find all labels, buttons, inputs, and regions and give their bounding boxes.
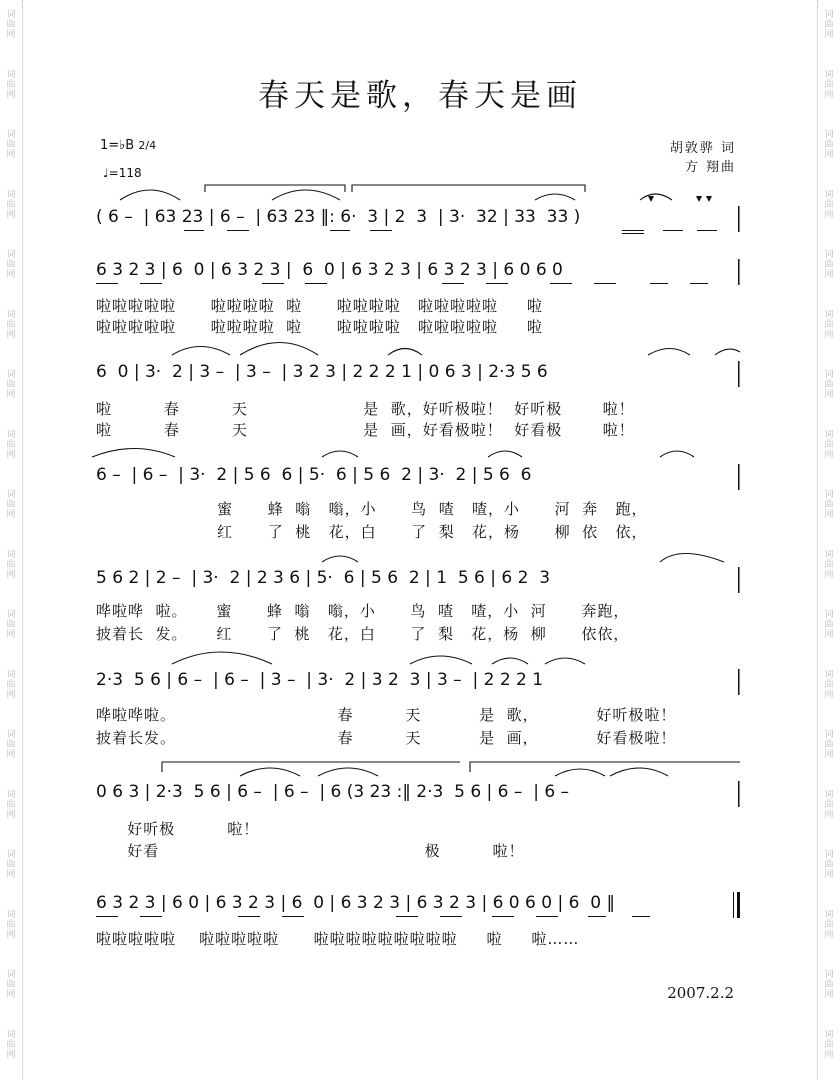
watermark-text: 词 曲 网 [824,670,834,700]
watermark-text: 词 曲 网 [824,190,834,220]
watermark-text: 词 曲 网 [6,10,16,40]
watermark-text: 词 曲 网 [6,790,16,820]
watermark-text: 词 曲 网 [6,130,16,160]
watermark-text: 词 曲 网 [824,970,834,1000]
watermark-text: 词 曲 网 [824,430,834,460]
watermark-text: 词 曲 网 [824,910,834,940]
watermark-text: 词 曲 网 [6,610,16,640]
watermark-text: 词 曲 网 [6,1030,16,1060]
watermark-text: 词 曲 网 [6,970,16,1000]
lyric-row-3-verse-1: 啦 春 天 是 歌，好听极啦！ 好听极 啦！ [96,400,635,418]
notation-row-7: 0 6 3 | 2·3 5 6 | 6 – | 6 – | 6 (3 23 :‖ 2·3 5 6 | 6 – | 6 – [96,782,570,802]
watermark-text: 词 曲 网 [824,550,834,580]
lyric-row-6-verse-1: 哗啦哗啦。 春 天 是 歌， 好听极啦！ [96,706,677,724]
notation-row-8: 6 3 2 3 | 6 0 | 6 3 2 3 | 6 0 | 6 3 2 3 | 6 3 2 3 | 6 0 6 0 | 6 0 ‖ [96,893,615,913]
watermark-text: 词 曲 网 [6,190,16,220]
lyric-row-7-verse-1: 好听极 啦！ [110,820,260,838]
watermark-text: 词 曲 网 [824,490,834,520]
watermark-text: 词 曲 网 [824,790,834,820]
watermark-text: 词 曲 网 [6,490,16,520]
watermark-text: 词 曲 网 [6,670,16,700]
lyric-row-2-verse-2: 啦啦啦啦啦 啦啦啦啦 啦 啦啦啦啦 啦啦啦啦啦 啦 [96,318,543,336]
lyric-row-6-verse-2: 披着长发。 春 天 是 画， 好看极啦！ [96,729,677,747]
lyric-row-5-verse-1: 哗啦哗 啦。 蜜 蜂 嗡 嗡，小 鸟 喳 喳，小 河 奔跑， [96,602,630,620]
lyric-row-5-verse-2: 披着长 发。 红 了 桃 花，白 了 梨 花，杨 柳 依依， [96,625,630,643]
song-title: 春天是歌，春天是画 [258,78,582,114]
watermark-text: 词 曲 网 [6,550,16,580]
watermark-text: 词 曲 网 [824,130,834,160]
time-signature: 2/4 [138,139,157,152]
watermark-text: 词 曲 网 [6,70,16,100]
lyric-row-4-verse-2: 红 了 桃 花，白 了 梨 花，杨 柳 依 依， [96,523,648,541]
watermark-text: 词 曲 网 [6,310,16,340]
lyric-row-4-verse-1: 蜜 蜂 嗡 嗡，小 鸟 喳 喳，小 河 奔 跑， [96,500,648,518]
tempo-mark: ♩=118 [103,166,142,180]
composer-credit: 方 翔曲 [684,160,736,175]
watermark-text: 词 曲 网 [824,610,834,640]
date-stamp: 2007.2.2 [667,984,734,1002]
watermark-text: 词 曲 网 [6,850,16,880]
watermark-text: 词 曲 网 [824,850,834,880]
lyricist-credit: 胡敦骅 词 [669,141,736,156]
watermark-text: 词 曲 网 [6,730,16,760]
notation-row-1: ( 6 – | 63 23 | 6 – | 63 23 ‖: 6· 3 | 2 3 | 3· 32 | 33 33 ) [96,207,581,227]
lyric-row-3-verse-2: 啦 春 天 是 画，好看极啦！ 好看极 啦！ [96,421,635,439]
notation-row-2: 6 3 2 3 | 6 0 | 6 3 2 3 | 6 0 | 6 3 2 3 | 6 3 2 3 | 6 0 6 0 [96,260,563,280]
lyric-row-8-verse-1: 啦啦啦啦啦 啦啦啦啦啦 啦啦啦啦啦啦啦啦啦 啦 啦…… [96,930,580,948]
watermark-text: 词 曲 网 [6,430,16,460]
watermark-text: 词 曲 网 [824,310,834,340]
notation-row-3: 6 0 | 3· 2 | 3 – | 3 – | 3 2 3 | 2 2 2 1 | 0 6 3 | 2·3 5 6 [96,362,548,382]
lyric-row-2-verse-1: 啦啦啦啦啦 啦啦啦啦 啦 啦啦啦啦 啦啦啦啦啦 啦 [96,297,543,315]
lyric-row-7-verse-2: 好看 极 啦！ [110,842,525,860]
watermark-text: 词 曲 网 [824,730,834,760]
watermark-text: 词 曲 网 [824,10,834,40]
watermark-text: 词 曲 网 [6,910,16,940]
watermark-text: 词 曲 网 [824,70,834,100]
watermark-text: 词 曲 网 [824,1030,834,1060]
notation-row-5: 5 6 2 | 2 – | 3· 2 | 2 3 6 | 5· 6 | 5 6 2 | 1 5 6 | 6 2 3 [96,568,551,588]
key-label: 1=♭B [100,138,135,153]
watermark-text: 词 曲 网 [824,370,834,400]
notation-row-6: 2·3 5 6 | 6 – | 6 – | 3 – | 3· 2 | 3 2 3 | 3 – | 2 2 2 1 [96,670,544,690]
watermark-text: 词 曲 网 [6,370,16,400]
notation-row-4: 6 – | 6 – | 3· 2 | 5 6 6 | 5· 6 | 5 6 2 | 3· 2 | 5 6 6 [96,465,532,485]
watermark-text: 词 曲 网 [6,250,16,280]
watermark-text: 词 曲 网 [824,250,834,280]
